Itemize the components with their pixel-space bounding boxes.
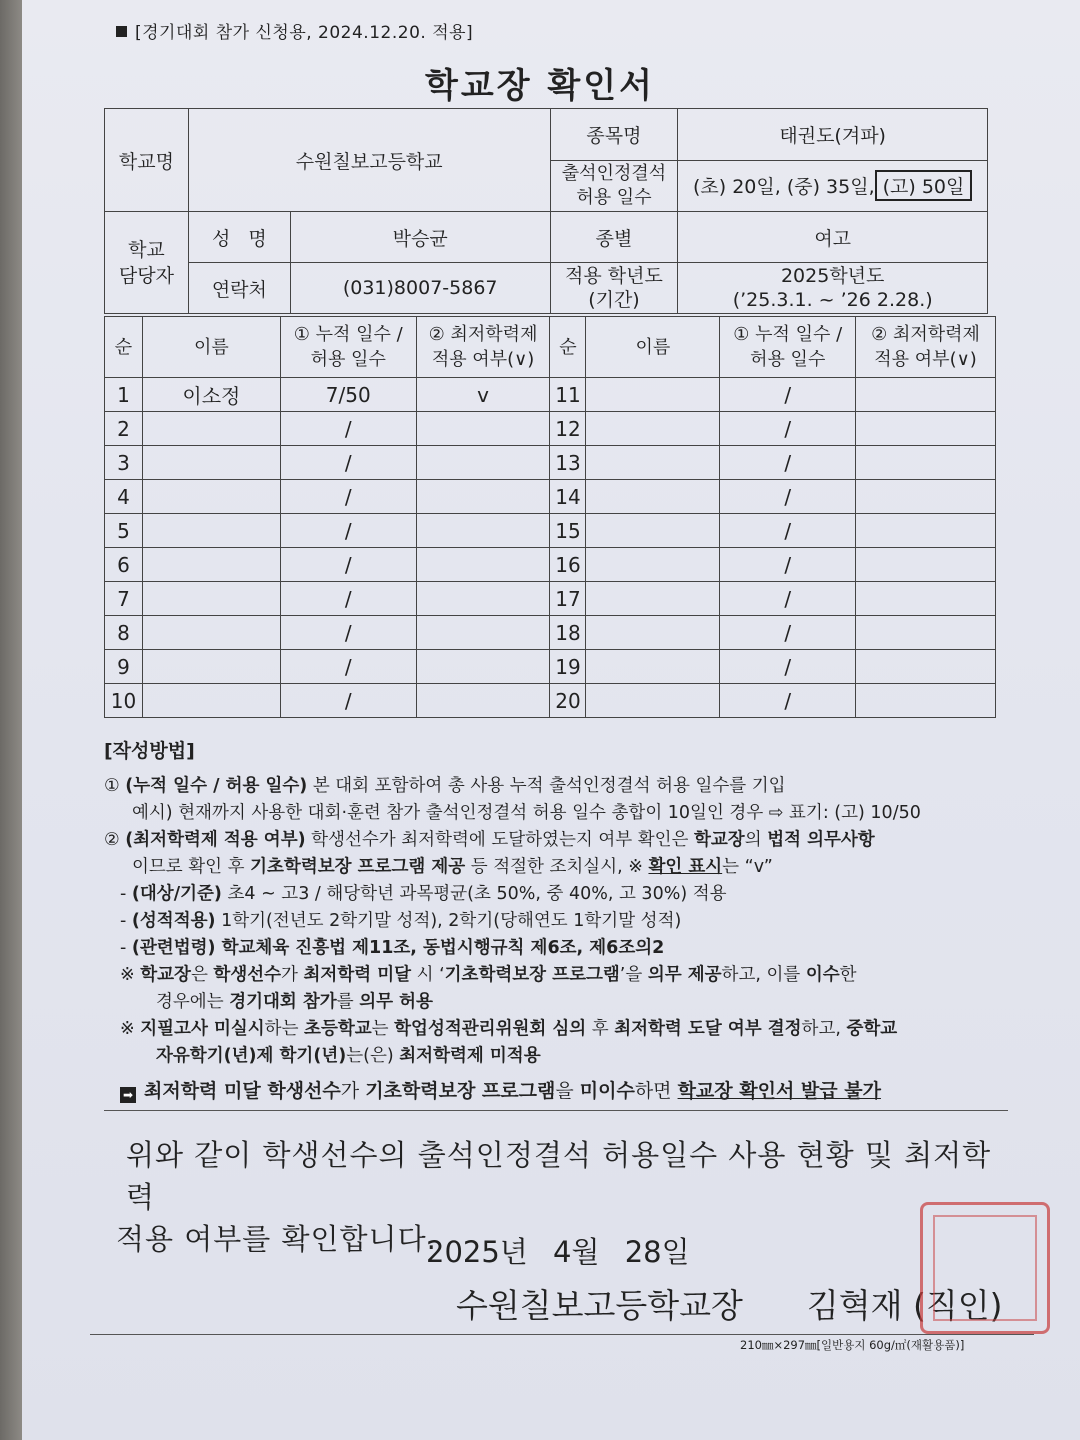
- student-name: [142, 582, 280, 616]
- note-1: ※ 학교장은 학생선수가 최저학력 미달 시 ‘기초학력보장 프로그램’을 의무 제공하고, 이를 이수한: [120, 965, 857, 985]
- days-used: /: [280, 616, 416, 650]
- row-number: 9: [105, 650, 143, 684]
- roster-header-row: [105, 317, 996, 378]
- table-row: [105, 378, 996, 412]
- principal-name: 김혁재: [806, 1286, 903, 1325]
- issue-date: 2025년 4월 28일: [426, 1235, 690, 1269]
- school-head-title: 수원칠보고등학교장: [456, 1286, 743, 1325]
- academic-check: [856, 684, 996, 718]
- days-used: /: [720, 548, 856, 582]
- student-name: [142, 548, 280, 582]
- student-name: [586, 412, 720, 446]
- col-days-header-2: ① 누적 일수 / 허용 일수: [720, 317, 856, 378]
- student-name: [142, 684, 280, 718]
- contact-label: 연락처: [188, 263, 290, 314]
- days-used: /: [720, 582, 856, 616]
- row-number: 4: [105, 480, 143, 514]
- student-name: [586, 684, 720, 718]
- type-value: 여고: [678, 212, 988, 263]
- row-number: 2: [105, 412, 143, 446]
- academic-check: [856, 514, 996, 548]
- row-number: 16: [550, 548, 586, 582]
- seal-label: (직인): [913, 1286, 1003, 1325]
- info-table: [104, 108, 988, 314]
- days-used: /: [280, 514, 416, 548]
- academic-check: [416, 582, 550, 616]
- student-name: [586, 582, 720, 616]
- academic-check: [856, 650, 996, 684]
- days-used: 7/50: [280, 378, 416, 412]
- table-row: [105, 582, 996, 616]
- academic-check: [856, 446, 996, 480]
- days-used: /: [720, 684, 856, 718]
- row-number: 6: [105, 548, 143, 582]
- bullet-target: - (대상/기준) 초4 ~ 고3 / 해당학년 과목평균(초 50%, 중 40%, 고 30%) 적용: [120, 884, 727, 904]
- academic-check: [416, 446, 550, 480]
- days-used: /: [280, 582, 416, 616]
- instructions-heading: [작성방법]: [104, 740, 195, 762]
- row-number: 14: [550, 480, 586, 514]
- row-number: 3: [105, 446, 143, 480]
- bullet-law: - (관련법령) 학교체육 진흥법 제11조, 동법시행규칙 제6조, 제6조의2: [120, 938, 665, 958]
- table-row: [105, 650, 996, 684]
- student-name: [142, 480, 280, 514]
- row-number: 7: [105, 582, 143, 616]
- student-name: 이소정: [142, 378, 280, 412]
- row-number: 15: [550, 514, 586, 548]
- row-number: 11: [550, 378, 586, 412]
- student-name: [586, 616, 720, 650]
- document-title: 학교장 확인서: [425, 66, 655, 106]
- school-label: 학교명: [105, 109, 189, 212]
- row-number: 20: [550, 684, 586, 718]
- name-value: 박승균: [290, 212, 550, 263]
- academic-check: [416, 514, 550, 548]
- student-name: [586, 480, 720, 514]
- table-row: [105, 446, 996, 480]
- academic-check: [856, 582, 996, 616]
- instruction-2-line2: 이므로 확인 후 기초학력보장 프로그램 제공 등 적절한 조치실시, ※ 확인 표시는 “v”: [132, 857, 773, 877]
- instruction-2: ② (최저학력제 적용 여부) 학생선수가 최저학력에 도달하였는지 여부 확인은 학교장의 법적 의무사항: [104, 830, 875, 850]
- student-name: [142, 650, 280, 684]
- student-name: [586, 514, 720, 548]
- academic-check: [856, 616, 996, 650]
- col-name-header: 이름: [142, 317, 280, 378]
- row-number: 12: [550, 412, 586, 446]
- final-warning: ➡ 최저학력 미달 학생선수가 기초학력보장 프로그램을 미이수하면 학교장 확인서 발급 불가: [104, 1078, 1004, 1105]
- table-row: [105, 412, 996, 446]
- allowed-days-value: (초) 20일, (중) 35일, (고) 50일: [678, 160, 988, 212]
- arrow-right-icon: ➡: [120, 1087, 136, 1103]
- days-used: /: [720, 616, 856, 650]
- note-2-line2: 자유학기(년)제 학기(년)는(은) 최저학력제 미적용: [156, 1046, 541, 1066]
- days-used: /: [280, 446, 416, 480]
- col-no-header: 순: [105, 317, 143, 378]
- background-edge: [0, 0, 22, 1440]
- row-number: 17: [550, 582, 586, 616]
- days-used: /: [720, 650, 856, 684]
- staff-label: 학교 담당자: [105, 212, 189, 314]
- roster-body: [105, 378, 996, 718]
- days-used: /: [720, 412, 856, 446]
- school-value: 수원칠보고등학교: [188, 109, 550, 212]
- days-used: /: [720, 378, 856, 412]
- table-row: [105, 480, 996, 514]
- academic-check: [856, 378, 996, 412]
- year-label: 적용 학년도 (기간): [550, 263, 678, 314]
- square-bullet-icon: [116, 26, 127, 37]
- name-label: 성 명: [188, 212, 290, 263]
- footer-divider: [90, 1334, 1034, 1335]
- official-seal-stamp: [920, 1202, 1050, 1334]
- sport-label: 종목명: [550, 109, 678, 161]
- academic-check: [856, 548, 996, 582]
- student-name: [142, 616, 280, 650]
- contact-value: (031)8007-5867: [290, 263, 550, 314]
- student-name: [586, 650, 720, 684]
- days-used: /: [280, 548, 416, 582]
- days-used: /: [280, 412, 416, 446]
- col-academic-header-2: ② 최저학력제 적용 여부(∨): [856, 317, 996, 378]
- student-name: [586, 378, 720, 412]
- allowed-days-high-school: (고) 50일: [875, 170, 973, 201]
- days-used: /: [280, 684, 416, 718]
- row-number: 13: [550, 446, 586, 480]
- academic-check: [416, 548, 550, 582]
- row-number: 10: [105, 684, 143, 718]
- row-number: 1: [105, 378, 143, 412]
- roster-table: [104, 316, 996, 718]
- table-row: [105, 514, 996, 548]
- student-name: [586, 548, 720, 582]
- days-used: /: [280, 650, 416, 684]
- allowed-days-label: 출석인정결석 허용 일수: [550, 160, 678, 212]
- col-days-header: ① 누적 일수 / 허용 일수: [280, 317, 416, 378]
- type-label: 종별: [550, 212, 678, 263]
- row-number: 8: [105, 616, 143, 650]
- confirmation-statement: 위와 같이 학생선수의 출석인정결석 허용일수 사용 현황 및 최저학력 적용 여부를 확인합니다.: [116, 1138, 992, 1256]
- paper-spec: 210㎜×297㎜[일반용지 60g/㎡(재활용품)]: [740, 1338, 965, 1352]
- academic-check: [416, 412, 550, 446]
- sport-value: 태권도(겨파): [678, 109, 988, 161]
- days-used: /: [720, 446, 856, 480]
- row-number: 18: [550, 616, 586, 650]
- days-used: /: [720, 514, 856, 548]
- table-row: [105, 616, 996, 650]
- academic-check: [416, 616, 550, 650]
- bullet-grades: - (성적적용) 1학기(전년도 2학기말 성적), 2학기(당해연도 1학기말 성적): [120, 911, 682, 931]
- row-number: 5: [105, 514, 143, 548]
- student-name: [142, 514, 280, 548]
- instruction-1: ① (누적 일수 / 허용 일수) 본 대회 포함하여 총 사용 누적 출석인정결석 허용 일수를 기입: [104, 776, 786, 796]
- academic-check: [416, 650, 550, 684]
- academic-check: [856, 480, 996, 514]
- instruction-1-example: 예시) 현재까지 사용한 대회·훈련 참가 출석인정결석 허용 일수 총합이 10일인 경우 ⇨ 표기: (고) 10/50: [132, 803, 921, 823]
- days-used: /: [720, 480, 856, 514]
- academic-check: [416, 480, 550, 514]
- academic-check: v: [416, 378, 550, 412]
- student-name: [142, 446, 280, 480]
- note-2: ※ 지필고사 미실시하는 초등학교는 학업성적관리위원회 심의 후 최저학력 도달 여부 결정하고, 중학교: [120, 1019, 898, 1039]
- row-number: 19: [550, 650, 586, 684]
- note-1-line2: 경우에는 경기대회 참가를 의무 허용: [156, 992, 433, 1012]
- col-academic-header: ② 최저학력제 적용 여부(∨): [416, 317, 550, 378]
- student-name: [142, 412, 280, 446]
- year-value: 2025학년도 (’25.3.1. ~ ’26 2.28.): [678, 263, 988, 314]
- col-no-header-2: 순: [550, 317, 586, 378]
- table-row: [105, 684, 996, 718]
- table-row: [105, 548, 996, 582]
- form-number: [경기대회 참가 신청용, 2024.12.20. 적용]: [116, 18, 473, 43]
- days-used: /: [280, 480, 416, 514]
- student-name: [586, 446, 720, 480]
- instructions-section: [104, 738, 1004, 1105]
- academic-check: [416, 684, 550, 718]
- academic-check: [856, 412, 996, 446]
- divider: [104, 1110, 1008, 1111]
- col-name-header-2: 이름: [586, 317, 720, 378]
